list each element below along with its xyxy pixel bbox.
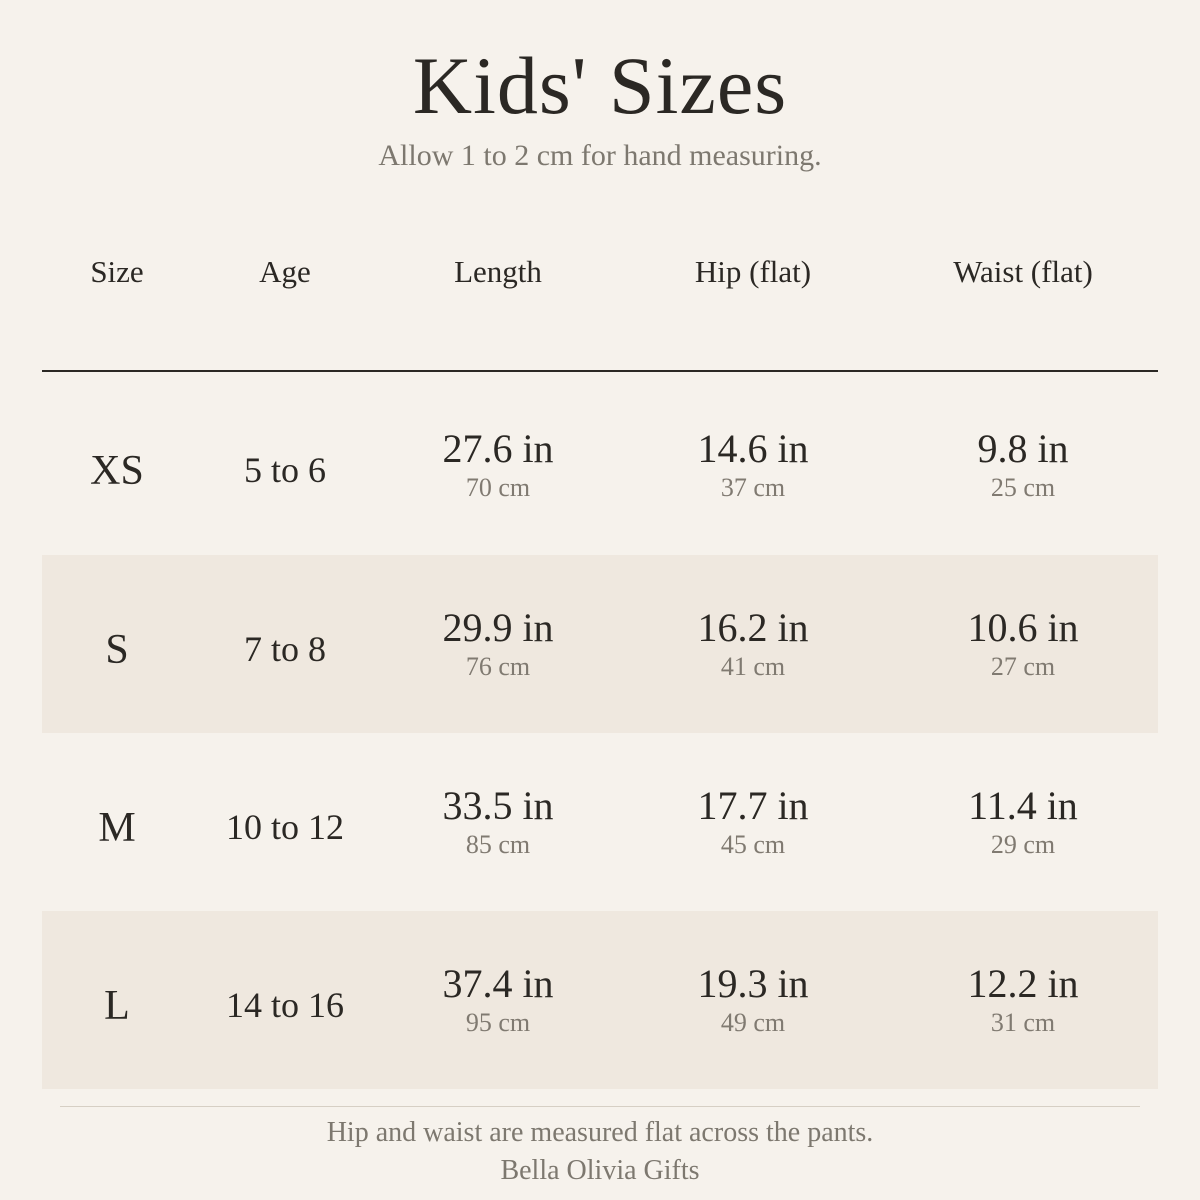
waist-cell [967, 961, 1078, 1039]
age-cell: 10 to 12 [225, 807, 345, 847]
column-header-size: Size [90, 254, 144, 289]
page-title: Kids' Sizes [412, 40, 788, 131]
waist-inches: 9.8 in [977, 426, 1069, 471]
size-cell: S [105, 627, 129, 673]
page-subtitle: Allow 1 to 2 cm for hand measuring. [378, 139, 822, 172]
hip-inches: 14.6 in [697, 426, 809, 471]
hip-cell [697, 605, 808, 683]
age-cell: 14 to 16 [225, 985, 345, 1025]
waist-cm: 25 cm [990, 473, 1056, 502]
waist-cm: 29 cm [990, 830, 1056, 859]
waist-inches: 10.6 in [967, 605, 1079, 650]
length-cm: 70 cm [465, 473, 531, 502]
table-header-row [42, 250, 1158, 300]
waist-cell [968, 783, 1078, 861]
size-cell: XS [90, 448, 144, 494]
waist-inches: 11.4 in [968, 783, 1078, 828]
table-row [42, 733, 1158, 911]
hip-cm: 37 cm [720, 473, 786, 502]
length-cell [442, 783, 553, 861]
table-row [42, 376, 1158, 554]
hip-cell [697, 961, 808, 1039]
waist-cm: 31 cm [990, 1008, 1056, 1037]
table-row [42, 911, 1158, 1089]
hip-inches: 17.7 in [697, 783, 809, 828]
length-inches: 27.6 in [442, 426, 554, 471]
hip-inches: 19.3 in [697, 961, 809, 1006]
hip-cm: 49 cm [720, 1008, 786, 1037]
length-inches: 29.9 in [442, 605, 554, 650]
footer-note: Hip and waist are measured flat across the pants. [326, 1117, 874, 1148]
table-row [42, 555, 1158, 733]
hip-cell [697, 426, 808, 504]
hip-inches: 16.2 in [697, 605, 809, 650]
length-cm: 95 cm [465, 1008, 531, 1037]
waist-cell [967, 605, 1078, 683]
length-cell [442, 961, 553, 1039]
length-cm: 76 cm [465, 652, 531, 681]
length-cell [442, 605, 553, 683]
waist-cm: 27 cm [990, 652, 1056, 681]
length-inches: 37.4 in [442, 961, 554, 1006]
size-cell: L [104, 983, 130, 1029]
header-divider [42, 370, 1158, 372]
hip-cm: 45 cm [720, 830, 786, 859]
size-cell: M [98, 805, 136, 851]
brand-name: Bella Olivia Gifts [500, 1155, 700, 1186]
length-inches: 33.5 in [442, 783, 554, 828]
hip-cm: 41 cm [720, 652, 786, 681]
length-cell [442, 426, 553, 504]
footer-divider [60, 1106, 1140, 1107]
waist-cell [977, 426, 1068, 504]
age-cell: 5 to 6 [243, 450, 327, 490]
hip-cell [697, 783, 808, 861]
waist-inches: 12.2 in [967, 961, 1079, 1006]
column-header-hip: Hip (flat) [694, 254, 812, 289]
column-header-waist: Waist (flat) [953, 254, 1093, 289]
length-cm: 85 cm [465, 830, 531, 859]
column-header-age: Age [259, 254, 311, 289]
age-cell: 7 to 8 [243, 629, 327, 669]
column-header-length: Length [454, 254, 542, 289]
